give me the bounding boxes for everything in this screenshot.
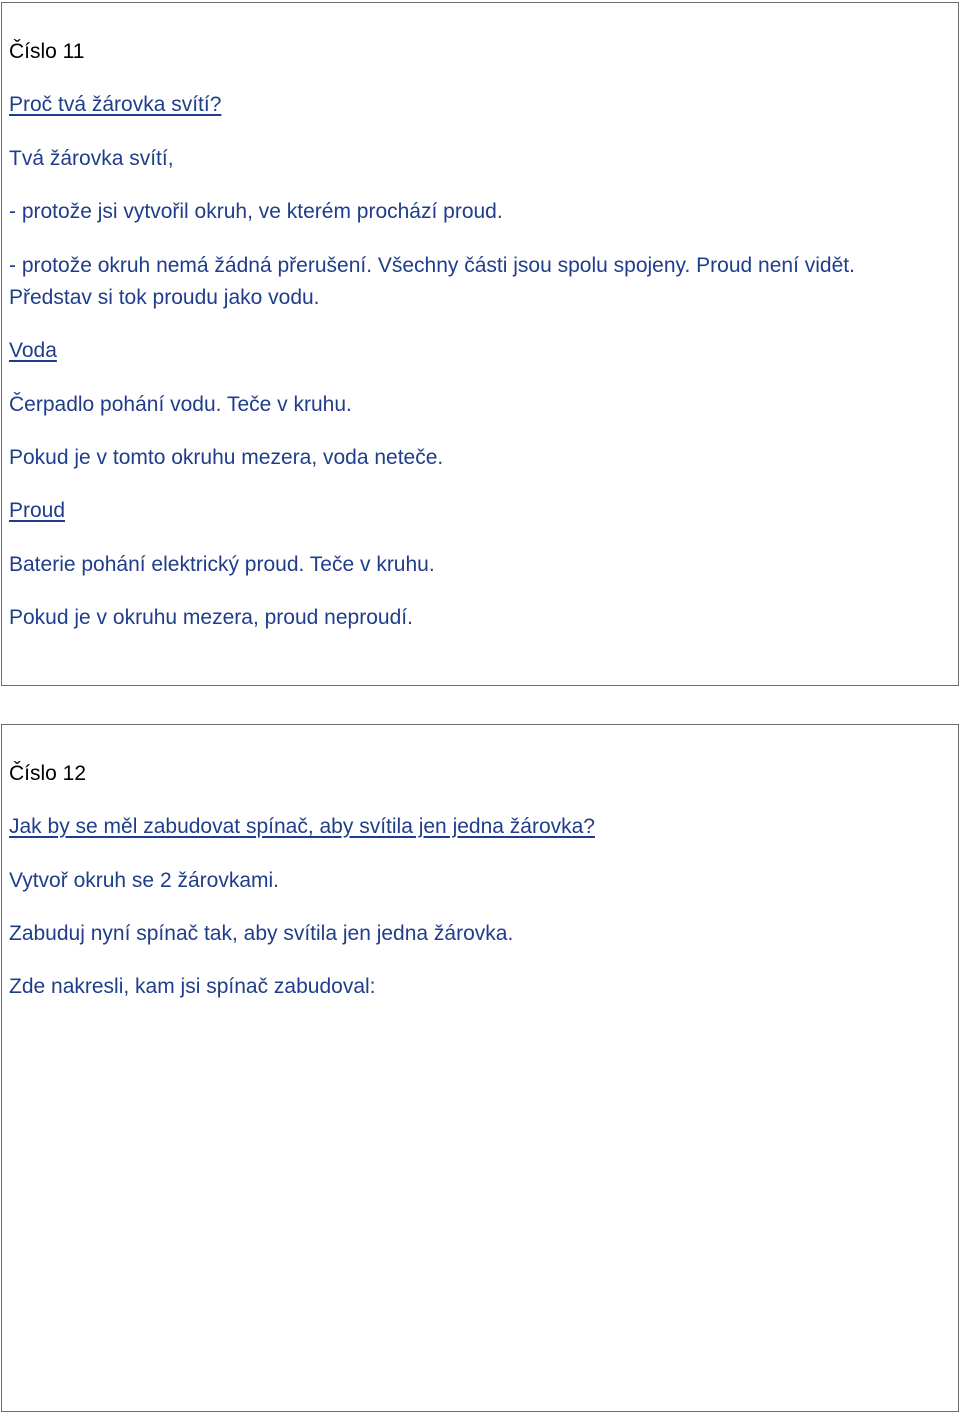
- card-number-12: [1, 724, 959, 1412]
- question-heading: Proč tvá žárovka svítí?: [9, 93, 222, 116]
- task-1: Vytvoř okruh se 2 žárovkami.: [9, 869, 279, 892]
- intro-text: Tvá žárovka svítí,: [9, 147, 174, 170]
- question-heading: Jak by se měl zabudovat spínač, aby svítila jen jedna žárovka?: [9, 815, 595, 838]
- water-heading: Voda: [9, 339, 57, 362]
- reason-2: - protože okruh nemá žádná přerušení. Všechny části jsou spolu spojeny. Proud není vidět.: [9, 254, 855, 277]
- card-number: Číslo 12: [9, 762, 87, 785]
- card-number-11: [1, 2, 959, 686]
- reason-2-continued: Představ si tok proudu jako vodu.: [9, 286, 320, 309]
- task-2: Zabuduj nyní spínač tak, aby svítila jen jedna žárovka.: [9, 922, 514, 945]
- task-3: Zde nakresli, kam jsi spínač zabudoval:: [9, 975, 376, 998]
- current-line-2: Pokud je v okruhu mezera, proud neproudí.: [9, 606, 413, 629]
- water-line-1: Čerpadlo pohání vodu. Teče v kruhu.: [9, 393, 352, 416]
- current-heading: Proud: [9, 499, 66, 522]
- reason-1: - protože jsi vytvořil okruh, ve kterém prochází proud.: [9, 200, 503, 223]
- water-line-2: Pokud je v tomto okruhu mezera, voda neteče.: [9, 446, 444, 469]
- drawing-area[interactable]: [9, 1015, 949, 1403]
- current-line-1: Baterie pohání elektrický proud. Teče v kruhu.: [9, 553, 435, 576]
- card-number: Číslo 11: [9, 40, 85, 63]
